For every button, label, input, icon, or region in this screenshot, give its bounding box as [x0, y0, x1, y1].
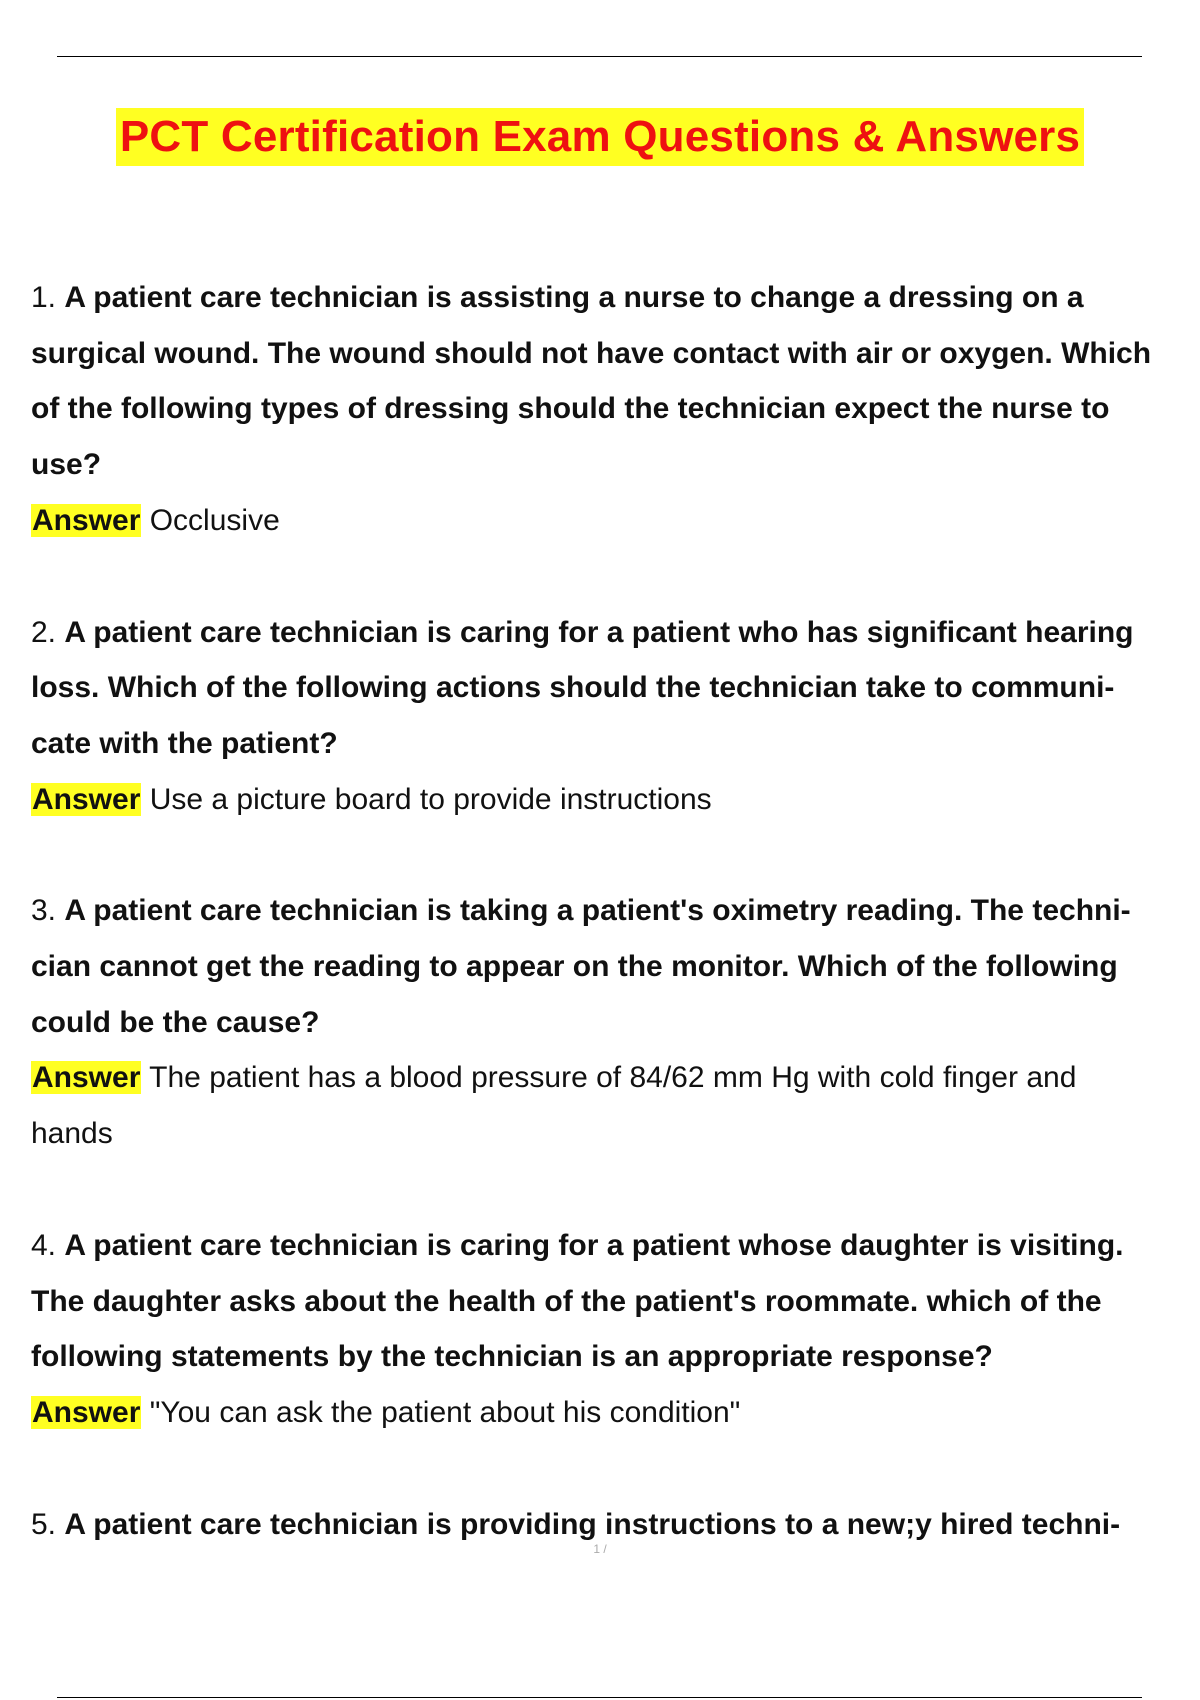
question	[31, 605, 1200, 772]
question-text: A patient care technician is assisting a nurse to change a dressing on a surgical wound. The wound should not have contact with air or oxygen. Which of the following types of dressing should the technician expect the nurse to use?	[31, 281, 1152, 482]
answer-text: "You can ask the patient about his condition"	[149, 1395, 741, 1429]
question-number: 1.	[31, 281, 57, 314]
answer	[31, 1050, 1200, 1161]
qa-item	[31, 883, 1200, 1162]
question-text: A patient care technician is taking a patient's oximetry reading. The techni- cian cannot get the reading to appear on the monitor. Which of the following could be the cause?	[31, 894, 1131, 1039]
answer-text: Use a picture board to provide instructions	[149, 782, 712, 816]
answer-text: Occlusive	[149, 503, 280, 537]
top-rule	[57, 56, 1142, 57]
question-number: 4.	[31, 1228, 57, 1262]
question	[31, 1218, 1200, 1385]
question-number: 3.	[31, 894, 57, 928]
answer-label: Answer	[32, 1061, 141, 1095]
page-number: 1 /	[593, 1542, 607, 1556]
question-text: A patient care technician is providing instructions to a new;y hired techni-	[64, 1507, 1121, 1541]
qa-item	[31, 605, 1200, 828]
answer-text: The patient has a blood pressure of 84/62 mm Hg with cold finger and hands	[31, 1061, 1077, 1151]
page-title: PCT Certification Exam Questions & Answers	[116, 108, 1084, 166]
bottom-rule	[57, 1697, 1142, 1698]
question	[31, 270, 1200, 493]
qa-list	[31, 270, 1200, 1552]
answer	[31, 1385, 1200, 1441]
qa-item	[31, 270, 1200, 549]
answer-label: Answer	[32, 782, 141, 816]
question-number: 2.	[31, 615, 57, 649]
answer	[31, 772, 1200, 828]
answer-label: Answer	[32, 1395, 141, 1429]
question-number: 5.	[31, 1507, 57, 1541]
qa-item	[31, 1218, 1200, 1441]
answer	[31, 493, 1200, 549]
question-text: A patient care technician is caring for a patient who has significant hearing loss. Which of the following actions should the technician take to communi- cate with the patient?	[31, 615, 1134, 760]
question	[31, 883, 1200, 1050]
question-text: A patient care technician is caring for a patient whose daughter is visiting. The daughter asks about the health of the patient's roommate. which of the following statements by the technician is an appropriate response?	[31, 1228, 1124, 1374]
answer-label: Answer	[32, 503, 141, 537]
title-container	[0, 108, 1200, 166]
